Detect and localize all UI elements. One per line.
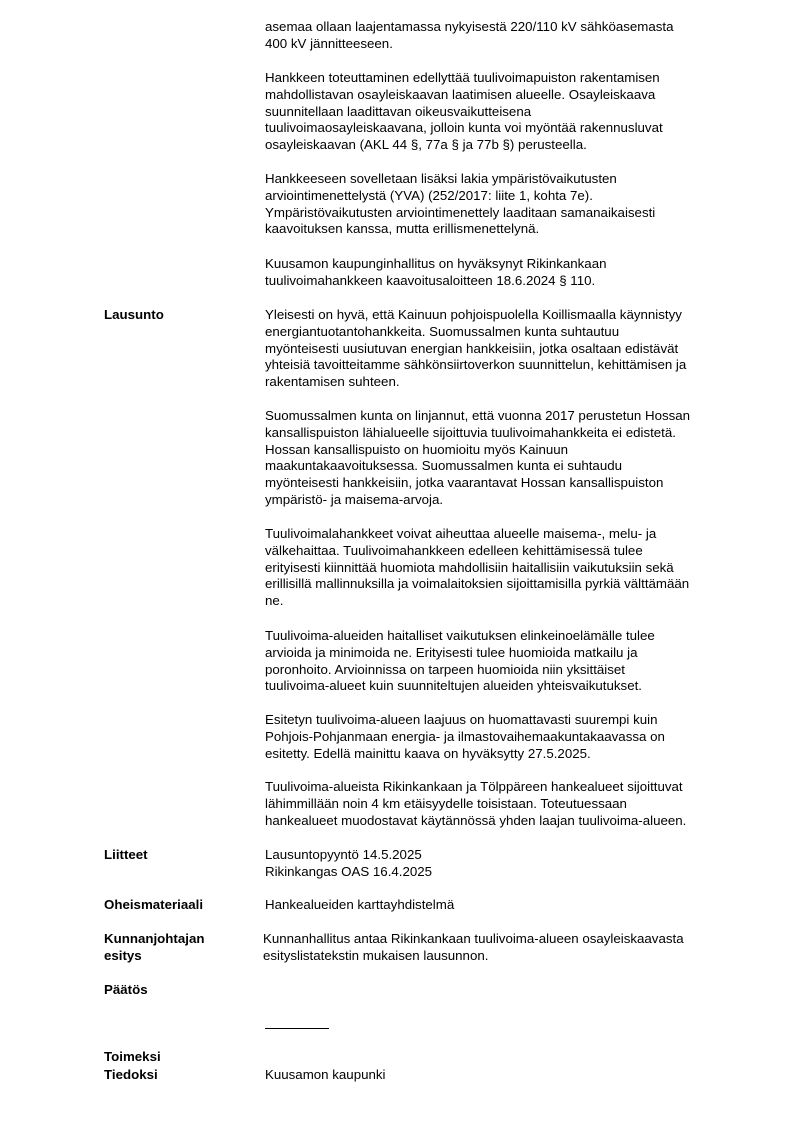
paatos-label: Päätös [104,982,148,997]
oheismateriaali-text: Hankealueiden karttayhdistelmä [265,897,455,912]
lausunto-paragraph-3: Tuulivoimalahankkeet voivat aiheuttaa alueelle maisema-, melu- ja välkehaittaa. Tuulivoimahankkeen edelleen kehittämisessä tulee erityisesti kiinnittää huomiota mahdollisiin haitallisiin vaikutuksiin sekä erillisillä mallinnuksilla ja voimalaitoksien sijoittamisilla pyrkiä välttämään ne. [265,526,690,609]
intro-paragraph-1: asemaa ollaan laajentamassa nykyisestä 220/110 kV sähköasemasta 400 kV jännitteeseen. [265,19,674,51]
lausunto-paragraph-5: Esitetyn tuulivoima-alueen laajuus on huomattavasti suurempi kuin Pohjois-Pohjanmaan energia- ja ilmastovaihemaakuntakaavassa on esitetty. Edellä mainittu kaava on hyväksytty 27.5.2025. [265,712,665,761]
intro-paragraph-3: Hankkeeseen sovelletaan lisäksi lakia ympäristövaikutusten arviointimenettelystä (YVA) (252/2017: liite 1, kohta 7e). Ympäristövaikutusten arviointimenettely laaditaan samanaikaisesti kaavoituksen kanssa, mutta erillismenettelynä. [265,171,656,237]
lausunto-paragraph-1: Yleisesti on hyvä, että Kainuun pohjoispuolella Koillismaalla käynnistyy energiantuotantohankkeita. Suomussalmen kunta suhtautuu myönteisesti uusiutuvan energian hankkeisiin, jotka osaltaan edistävät yhteisiä tavoitteitamme sähkönsiirtoverkon suunnittelun, kehittämisen ja rakentamisen suhteen. [265,307,687,390]
lausunto-paragraph-4: Tuulivoima-alueiden haitalliset vaikutuksen elinkeinoelämälle tulee arvioida ja minimoida ne. Erityisesti tulee huomioida matkailu ja poronhoito. Arvioinnissa on tarpeen huomioida niin yksittäiset tuulivoima-alueet kuin suunniteltujen alueiden yhteisvaikutukset. [265,628,655,694]
esitys-label: Kunnanjohtajan esitys [104,931,205,963]
liitteet-label: Liitteet [104,847,148,862]
lausunto-paragraph-2: Suomussalmen kunta on linjannut, että vuonna 2017 perustetun Hossan kansallispuiston lähialueelle sijoittuvia tuulivoimahankkeita ei edistetä. Hossan kansallispuisto on huomioitu myös Kainuun maakuntakaavoituksessa. Suomussalmen kunta ei suhtaudu myönteisesti hankkeisiin, jotka vaarantavat Hossan kansallispuiston ympäristö- ja maisema-arvoja. [265,408,691,507]
oheismateriaali-label: Oheismateriaali [104,897,204,912]
tiedoksi-text: Kuusamon kaupunki [265,1067,386,1082]
liitteet-list: Lausuntopyyntö 14.5.2025 Rikinkangas OAS 16.4.2025 [265,847,433,879]
esitys-text: Kunnanhallitus antaa Rikinkankaan tuulivoima-alueen osayleiskaavasta esityslistatekstin mukaisen lausunnon. [263,931,684,963]
intro-paragraph-2: Hankkeen toteuttaminen edellyttää tuulivoimapuiston rakentamisen mahdollistavan osayleiskaavan laatimisen alueelle. Osayleiskaava suunnitellaan laadittavan oikeusvaikutteisena tuulivoimaosayleiskaavana, jolloin kunta voi myöntää rakennusluvat osayleiskaavan (AKL 44 §, 77a § ja 77b §) perusteella. [265,70,663,153]
signature-rule [265,1028,329,1029]
tiedoksi-label: Tiedoksi [104,1067,158,1082]
intro-paragraph-4: Kuusamon kaupunginhallitus on hyväksynyt Rikinkankaan tuulivoimahankkeen kaavoitusaloitteen 18.6.2024 § 110. [265,256,607,288]
lausunto-label: Lausunto [104,307,164,322]
lausunto-paragraph-6: Tuulivoima-alueista Rikinkankaan ja Tölppäreen hankealueet sijoittuvat lähimmillään noin 4 km etäisyydelle toisistaan. Toteutuessaan hankealueet muodostavat käytännössä yhden laajan tuulivoima-alueen. [265,779,687,828]
toimeksi-label: Toimeksi [104,1049,161,1064]
